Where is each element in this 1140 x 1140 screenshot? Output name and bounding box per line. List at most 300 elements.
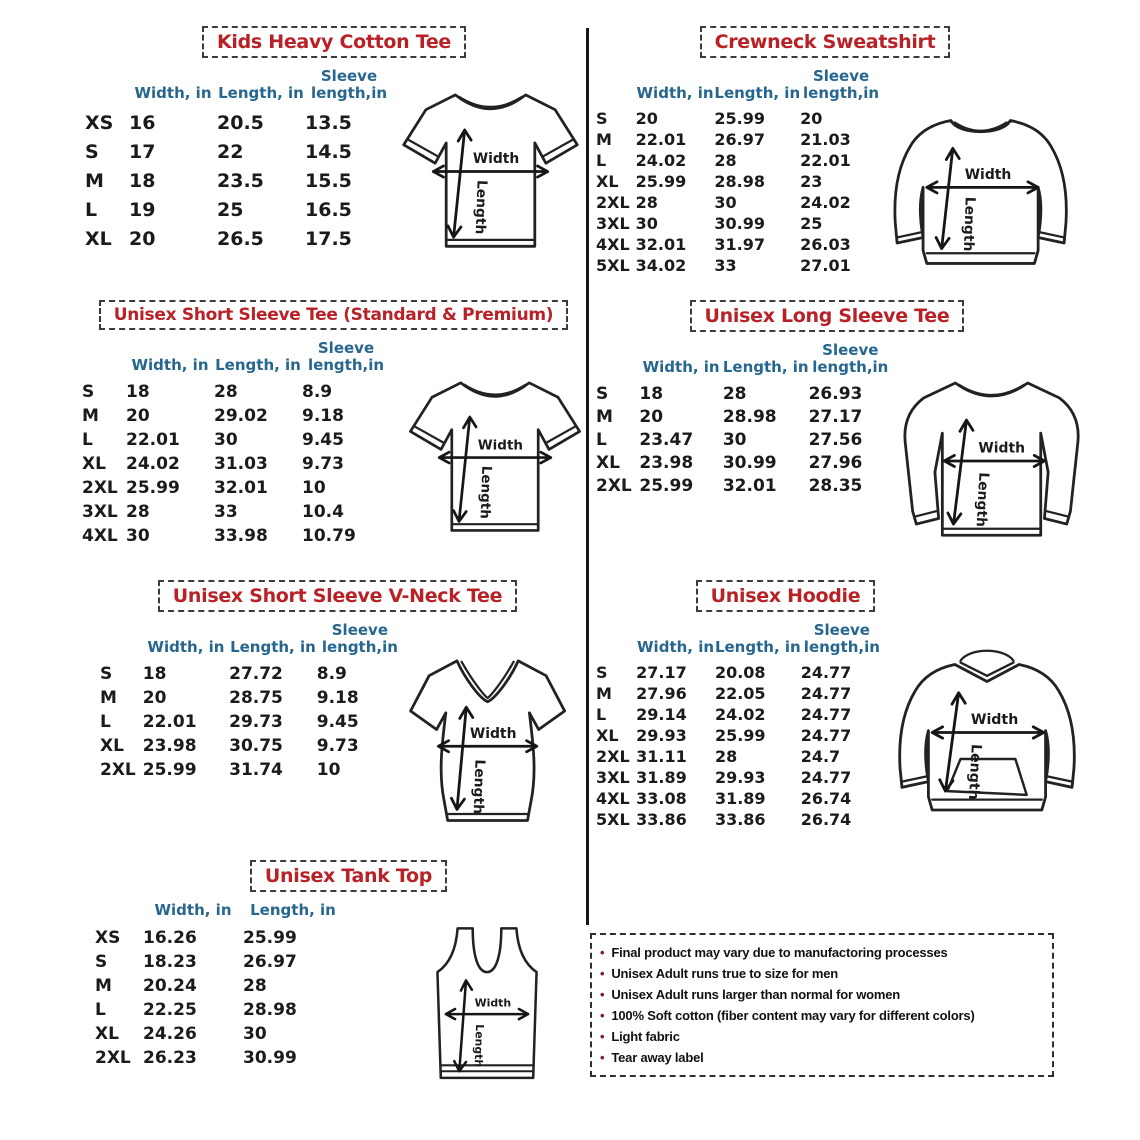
size-row <box>596 382 892 405</box>
length-value: 22 <box>217 140 244 163</box>
size-row <box>100 710 403 734</box>
size-label: 3XL <box>596 768 630 787</box>
size-table <box>95 902 343 1070</box>
note-item <box>600 942 1044 963</box>
size-label: M <box>95 975 112 996</box>
size-label: L <box>596 151 607 170</box>
bullet-icon: • <box>600 1008 605 1023</box>
sleeve-column-header: Sleeve length,in <box>310 67 388 102</box>
header-row <box>596 68 882 108</box>
length-value: 30.99 <box>243 1047 297 1068</box>
size-row <box>596 767 883 788</box>
size-label: 2XL <box>596 193 630 212</box>
width-value: 31.11 <box>636 747 687 766</box>
size-column-header <box>596 342 639 382</box>
size-label: XL <box>100 736 124 756</box>
section-unisex-short-sleeve-tee <box>82 300 585 548</box>
length-value: 26.5 <box>217 227 264 250</box>
size-row <box>82 452 390 476</box>
size-row <box>596 192 882 213</box>
size-row <box>85 224 393 253</box>
width-value: 29.93 <box>636 726 687 745</box>
size-label: M <box>85 169 104 192</box>
sleeve-column-header: Sleeve length,in <box>321 621 398 656</box>
size-label: 3XL <box>596 214 630 233</box>
size-label: XL <box>596 172 619 191</box>
size-label: L <box>85 198 98 221</box>
length-value: 28.98 <box>243 999 297 1020</box>
section-crewneck-sweatshirt <box>596 26 1082 276</box>
width-value: 32.01 <box>635 235 687 254</box>
length-column-header: Length, in <box>714 637 801 656</box>
size-label: 4XL <box>596 235 630 254</box>
size-row <box>95 998 343 1022</box>
width-label: Width <box>970 711 1019 728</box>
width-value: 27.96 <box>636 684 687 703</box>
length-value: 20.08 <box>714 663 766 682</box>
sleeve-value: 27.01 <box>800 256 851 275</box>
width-value: 22.01 <box>142 712 197 732</box>
sleeve-value: 27.17 <box>808 406 863 427</box>
width-label: Width <box>469 725 517 742</box>
sleeve-value: 8.9 <box>302 382 333 402</box>
bullet-icon: • <box>600 945 605 960</box>
sleeve-value: 25 <box>800 214 823 233</box>
size-row <box>85 166 393 195</box>
bullet-icon: • <box>600 966 605 981</box>
length-value: 28.98 <box>722 406 777 427</box>
length-value: 33.86 <box>714 810 766 829</box>
hoodie-diagram <box>883 638 1091 827</box>
size-label: XL <box>596 452 620 473</box>
size-label: XS <box>85 111 114 134</box>
width-value: 23.98 <box>639 452 694 473</box>
width-value: 28 <box>635 193 658 212</box>
header-row <box>100 622 403 662</box>
length-value: 20.5 <box>217 111 264 134</box>
sleeve-value: 20 <box>800 109 823 128</box>
length-value: 30 <box>243 1023 267 1044</box>
width-value: 20 <box>129 227 156 250</box>
note-text: Light fabric <box>611 1029 680 1044</box>
size-row <box>596 451 892 474</box>
sleeve-value: 24.77 <box>800 705 852 724</box>
width-value: 24.26 <box>143 1023 197 1044</box>
size-column-header <box>100 622 143 662</box>
length-value: 28.75 <box>229 688 283 708</box>
length-label: Length <box>469 759 488 815</box>
size-label: L <box>596 705 607 724</box>
size-label: 2XL <box>100 760 136 780</box>
width-column-header: Width, in <box>642 357 720 376</box>
note-text: Unisex Adult runs true to size for men <box>611 966 839 981</box>
size-label: S <box>95 951 108 972</box>
note-item <box>600 1005 1044 1026</box>
length-value: 26.97 <box>714 130 765 149</box>
length-value: 29.02 <box>214 406 268 426</box>
size-row <box>596 683 883 704</box>
sleeve-value: 8.9 <box>316 664 347 684</box>
sleeve-value: 26.74 <box>800 789 852 808</box>
length-column-header: Length, in <box>714 83 801 102</box>
section-unisex-v-neck-tee <box>100 580 575 827</box>
sleeve-value: 9.73 <box>316 736 359 756</box>
sleeve-value: 24.77 <box>800 768 852 787</box>
sleeve-column-header: Sleeve length,in <box>812 341 889 376</box>
sleeve-value: 23 <box>800 172 823 191</box>
width-value: 18.23 <box>143 951 197 972</box>
length-value: 30.75 <box>229 736 283 756</box>
size-column-header <box>85 68 129 108</box>
sleeve-value: 22.01 <box>800 151 851 170</box>
width-value: 27.17 <box>636 663 687 682</box>
length-value: 28 <box>243 975 267 996</box>
width-value: 24.02 <box>126 454 180 474</box>
width-value: 24.02 <box>635 151 687 170</box>
length-value: 30.99 <box>714 214 765 233</box>
size-label: 3XL <box>82 502 118 522</box>
size-row <box>596 234 882 255</box>
sleeve-value: 26.93 <box>808 383 863 404</box>
size-table <box>596 342 892 497</box>
size-row <box>596 474 892 497</box>
tank-top-diagram <box>424 920 550 1088</box>
sleeve-column-header: Sleeve length,in <box>803 67 880 102</box>
sleeve-column-header: Sleeve length,in <box>307 339 385 374</box>
width-value: 20 <box>142 688 167 708</box>
length-value: 31.03 <box>214 454 268 474</box>
section-title: Unisex Short Sleeve Tee (Standard & Premium) <box>99 300 569 330</box>
length-value: 22.05 <box>714 684 766 703</box>
width-value: 19 <box>129 198 156 221</box>
size-row <box>596 788 883 809</box>
size-label: 4XL <box>82 526 118 546</box>
size-label: L <box>95 999 106 1020</box>
length-value: 32.01 <box>214 478 268 498</box>
width-value: 16 <box>129 111 156 134</box>
size-row <box>100 686 403 710</box>
note-item <box>600 1026 1044 1047</box>
length-value: 29.73 <box>229 712 283 732</box>
width-column-header: Width, in <box>134 83 212 102</box>
size-row <box>82 404 390 428</box>
width-column-header: Width, in <box>147 637 225 656</box>
size-label: S <box>82 382 95 402</box>
length-value: 33 <box>214 502 238 522</box>
length-label: Length <box>972 471 992 528</box>
size-row <box>100 662 403 686</box>
size-label: XS <box>95 927 121 948</box>
size-label: 2XL <box>596 747 630 766</box>
size-label: S <box>596 109 608 128</box>
header-row <box>95 902 343 926</box>
width-value: 23.98 <box>142 736 197 756</box>
size-label: M <box>100 688 117 708</box>
section-title: Crewneck Sweatshirt <box>700 26 951 58</box>
size-label: XL <box>82 454 106 474</box>
width-value: 29.14 <box>636 705 687 724</box>
length-value: 30.99 <box>722 452 777 473</box>
width-column-header: Width, in <box>131 355 209 374</box>
width-value: 22.01 <box>126 430 180 450</box>
size-label: 5XL <box>596 256 630 275</box>
length-value: 28 <box>214 382 238 402</box>
size-row <box>85 195 393 224</box>
header-row <box>596 622 883 662</box>
size-label: L <box>82 430 93 450</box>
size-row <box>596 150 882 171</box>
length-value: 32.01 <box>722 475 777 496</box>
size-label: S <box>100 664 113 684</box>
width-value: 26.23 <box>143 1047 197 1068</box>
length-value: 29.93 <box>714 768 766 787</box>
length-value: 25 <box>217 198 244 221</box>
width-value: 18 <box>129 169 156 192</box>
width-value: 33.86 <box>636 810 687 829</box>
length-label: Length <box>471 179 490 235</box>
width-label: Width <box>477 437 524 454</box>
sleeve-value: 24.77 <box>800 663 852 682</box>
header-row <box>82 340 390 380</box>
width-value: 20 <box>126 406 150 426</box>
size-row <box>596 428 892 451</box>
length-label: Length <box>964 743 984 801</box>
sleeve-value: 28.35 <box>808 475 863 496</box>
size-row <box>95 1046 343 1070</box>
size-label: 2XL <box>95 1047 131 1068</box>
sleeve-value: 21.03 <box>800 130 851 149</box>
section-unisex-long-sleeve-tee <box>596 300 1092 551</box>
bullet-icon: • <box>600 987 605 1002</box>
sleeve-value: 16.5 <box>305 198 352 221</box>
length-column-header: Length, in <box>230 637 316 656</box>
sleeve-value: 15.5 <box>305 169 352 192</box>
width-label: Width <box>978 440 1026 457</box>
section-title: Unisex Tank Top <box>250 860 447 892</box>
sleeve-value: 27.96 <box>808 452 863 473</box>
section-unisex-hoodie <box>596 580 1091 830</box>
size-label: XL <box>95 1023 119 1044</box>
header-row <box>85 68 393 108</box>
sleeve-value: 24.7 <box>800 747 841 766</box>
bullet-icon: • <box>600 1050 605 1065</box>
notes-list <box>600 942 1044 1068</box>
size-label: XL <box>596 726 619 745</box>
sleeve-value: 9.73 <box>302 454 344 474</box>
sweatshirt-diagram <box>882 102 1082 269</box>
size-row <box>95 926 343 950</box>
width-value: 20.24 <box>143 975 197 996</box>
length-value: 27.72 <box>229 664 283 684</box>
size-row <box>596 662 883 683</box>
size-row <box>596 725 883 746</box>
sleeve-value: 10.4 <box>302 502 344 522</box>
v-neck-tee-diagram <box>403 646 575 827</box>
length-column-header: Length, in <box>215 355 301 374</box>
length-value: 25.99 <box>714 109 765 128</box>
note-item <box>600 963 1044 984</box>
sleeve-value: 17.5 <box>305 227 352 250</box>
length-value: 23.5 <box>217 169 264 192</box>
section-title: Unisex Short Sleeve V-Neck Tee <box>158 580 517 612</box>
width-label: Width <box>964 167 1012 184</box>
size-label: S <box>596 663 608 682</box>
sleeve-value: 9.45 <box>302 430 344 450</box>
size-row <box>82 380 390 404</box>
size-row <box>596 746 883 767</box>
length-value: 28.98 <box>714 172 765 191</box>
size-row <box>596 129 882 150</box>
width-value: 30 <box>635 214 658 233</box>
length-value: 28 <box>714 747 738 766</box>
length-label: Length <box>471 1024 487 1068</box>
size-label: 2XL <box>82 478 118 498</box>
width-value: 20 <box>635 109 658 128</box>
tee-diagram <box>398 82 583 262</box>
width-value: 25.99 <box>126 478 180 498</box>
width-value: 18 <box>639 383 664 404</box>
length-column-header: Length, in <box>722 357 809 376</box>
width-value: 17 <box>129 140 156 163</box>
length-value: 24.02 <box>714 705 766 724</box>
size-table <box>100 622 403 782</box>
width-value: 28 <box>126 502 150 522</box>
length-value: 25.99 <box>714 726 766 745</box>
width-column-header: Width, in <box>636 83 714 102</box>
size-label: 2XL <box>596 475 632 496</box>
sleeve-value: 24.77 <box>800 684 852 703</box>
size-label: S <box>85 140 99 163</box>
sleeve-value: 10 <box>316 760 341 780</box>
width-label: Width <box>472 151 520 168</box>
length-value: 26.97 <box>243 951 297 972</box>
size-row <box>95 1022 343 1046</box>
sleeve-value: 24.02 <box>800 193 851 212</box>
length-value: 30 <box>714 193 737 212</box>
sleeve-value: 24.77 <box>800 726 852 745</box>
length-value: 33 <box>714 256 737 275</box>
width-value: 23.47 <box>639 429 694 450</box>
section-unisex-tank-top <box>95 860 550 1088</box>
length-value: 30 <box>722 429 747 450</box>
note-text: Tear away label <box>611 1050 704 1065</box>
notes-box <box>590 933 1054 1077</box>
sleeve-value: 26.03 <box>800 235 851 254</box>
size-row <box>596 213 882 234</box>
length-value: 30 <box>214 430 238 450</box>
size-row <box>82 524 390 548</box>
size-table <box>596 68 882 276</box>
size-row <box>82 500 390 524</box>
size-row <box>596 405 892 428</box>
length-value: 25.99 <box>243 927 297 948</box>
size-table <box>82 340 390 548</box>
size-row <box>596 255 882 276</box>
size-row <box>596 171 882 192</box>
length-label: Length <box>959 196 978 252</box>
width-value: 25.99 <box>142 760 197 780</box>
length-value: 31.97 <box>714 235 765 254</box>
size-column-header <box>596 68 636 108</box>
size-table <box>85 68 393 253</box>
size-label: S <box>596 383 609 404</box>
length-column-header: Length, in <box>218 83 304 102</box>
size-column-header <box>95 902 143 926</box>
length-column-header: Length, in <box>250 901 336 919</box>
section-title: Unisex Long Sleeve Tee <box>690 300 965 332</box>
size-label: M <box>596 130 612 149</box>
sleeve-value: 9.18 <box>302 406 344 426</box>
width-value: 34.02 <box>635 256 687 275</box>
size-row <box>596 108 882 129</box>
size-label: L <box>100 712 111 732</box>
sleeve-value: 10.79 <box>302 526 356 546</box>
length-value: 28 <box>722 383 747 404</box>
note-text: Unisex Adult runs larger than normal for women <box>611 987 900 1002</box>
size-label: M <box>82 406 99 426</box>
sleeve-value: 9.18 <box>316 688 359 708</box>
length-value: 28 <box>714 151 737 170</box>
width-value: 20 <box>639 406 664 427</box>
header-row <box>596 342 892 382</box>
note-text: 100% Soft cotton (fiber content may vary for different colors) <box>611 1008 975 1023</box>
size-label: 4XL <box>596 789 630 808</box>
size-row <box>95 950 343 974</box>
size-row <box>100 758 403 782</box>
size-row <box>596 809 883 830</box>
width-label: Width <box>474 996 512 1010</box>
long-sleeve-tee-diagram <box>892 370 1092 551</box>
length-value: 33.98 <box>214 526 268 546</box>
sleeve-value: 27.56 <box>808 429 863 450</box>
width-value: 25.99 <box>635 172 687 191</box>
size-label: XL <box>85 227 112 250</box>
size-label: M <box>596 684 612 703</box>
width-column-header: Width, in <box>154 901 232 919</box>
size-row <box>85 137 393 166</box>
width-value: 33.08 <box>636 789 687 808</box>
size-table <box>596 622 883 830</box>
size-row <box>95 974 343 998</box>
length-value: 31.89 <box>714 789 766 808</box>
size-row <box>596 704 883 725</box>
width-value: 31.89 <box>636 768 687 787</box>
size-column-header <box>82 340 126 380</box>
note-item <box>600 1047 1044 1068</box>
width-value: 18 <box>126 382 150 402</box>
width-value: 22.01 <box>635 130 687 149</box>
size-label: 5XL <box>596 810 630 829</box>
width-column-header: Width, in <box>637 637 715 656</box>
size-row <box>82 428 390 452</box>
section-title: Unisex Hoodie <box>696 580 876 612</box>
width-value: 30 <box>126 526 150 546</box>
sleeve-column-header: Sleeve length,in <box>803 621 880 656</box>
size-label: L <box>596 429 607 450</box>
size-column-header <box>596 622 636 662</box>
section-kids-heavy-cotton-tee <box>85 26 583 262</box>
sleeve-value: 14.5 <box>305 140 352 163</box>
sleeve-value: 13.5 <box>305 111 352 134</box>
sleeve-value: 26.74 <box>800 810 852 829</box>
size-row <box>85 108 393 137</box>
width-value: 22.25 <box>143 999 197 1020</box>
bullet-icon: • <box>600 1029 605 1044</box>
vertical-divider <box>586 28 589 925</box>
width-value: 18 <box>142 664 167 684</box>
size-row <box>100 734 403 758</box>
sleeve-value: 10 <box>302 478 326 498</box>
